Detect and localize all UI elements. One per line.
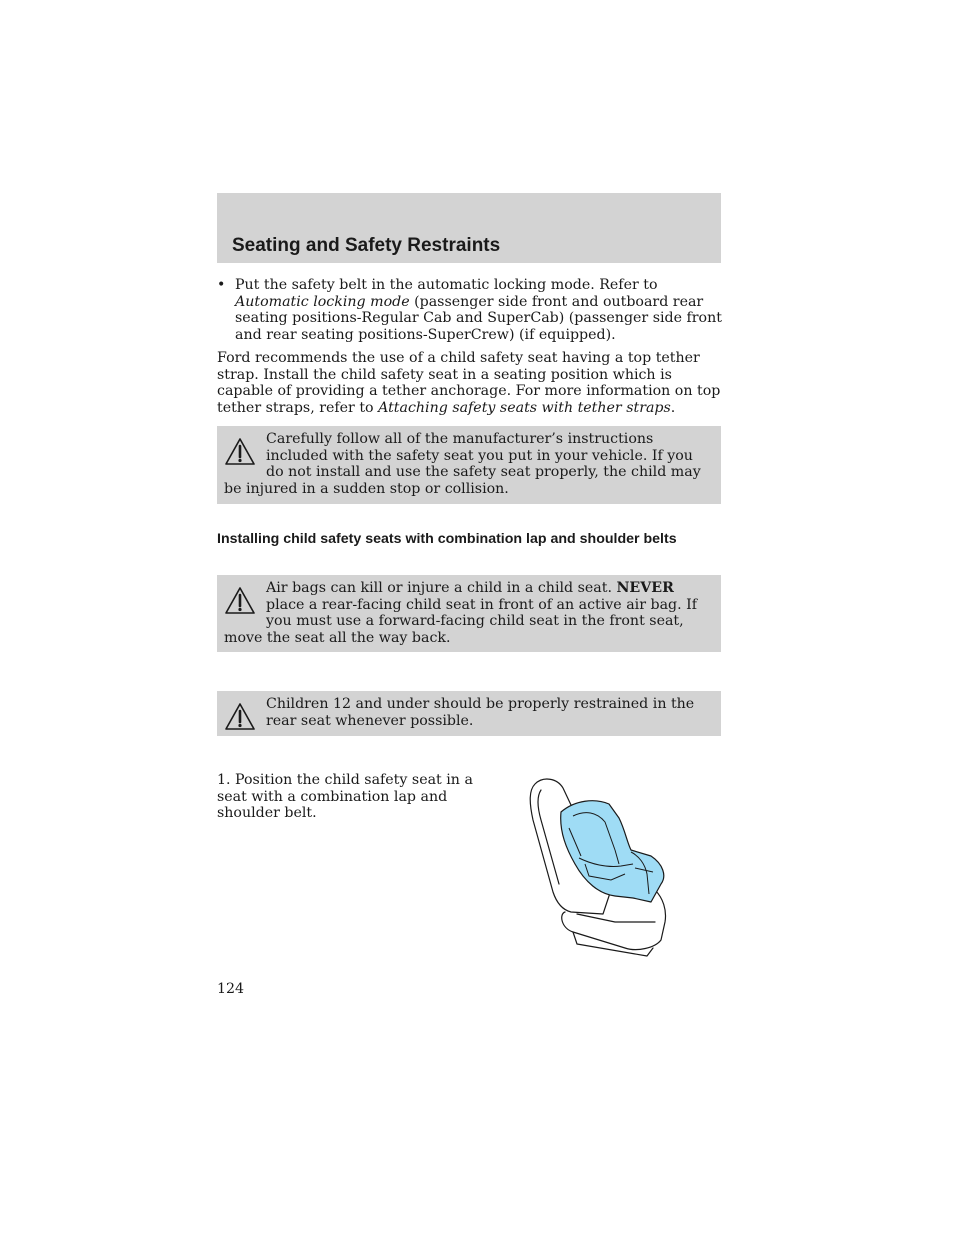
bullet-pre: Put the safety belt in the automatic locking mode. Refer to [235, 277, 658, 293]
bullet-post: (passenger side front and outboard rear seating positions-Regular Cab and SuperCab) (passenger side front and rear seating positions-SuperCrew) (if equipped). [235, 293, 722, 343]
tether-pre: Ford recommends the use of a child safety seat having a top tether strap. Install the child safety seat in a seating position which is capable of providing a tether anchorage. For more information on top tether straps, refer to [217, 350, 721, 416]
step-1-text: 1. Position the child safety seat in a seat with a combination lap and shoulder belt. [217, 772, 473, 821]
bullet-text [235, 277, 723, 343]
section-header [217, 193, 721, 263]
warning-text: Children 12 and under should be properly restrained in the rear seat whenever possible. [266, 696, 695, 729]
warning-emphasis: NEVER [616, 580, 674, 596]
tether-post: . [670, 399, 676, 416]
tether-paragraph [217, 350, 723, 416]
tether-reference: Attaching safety seats with tether straps [378, 399, 671, 416]
warning-box-instructions [217, 426, 721, 504]
child-seat-illustration [515, 772, 675, 957]
bullet-item [217, 277, 723, 343]
warning-triangle-icon [224, 702, 256, 732]
warning-post: place a rear-facing child seat in front of an active air bag. If you must use a forward-facing child seat in the front seat, move the seat all the way back. [224, 596, 697, 646]
warning-text [224, 580, 711, 646]
bullet-reference: Automatic locking mode [235, 293, 410, 310]
warning-text: Carefully follow all of the manufacturer’s instructions included with the safety seat you put in your vehicle. If you do not install and use the safety seat properly, the child may be injured in a sudden stop or collision. [224, 431, 701, 497]
section-title: Seating and Safety Restraints [232, 235, 501, 256]
page-number: 124 [217, 981, 245, 997]
warning-box-airbag [217, 575, 721, 652]
subheading: Installing child safety seats with combination lap and shoulder belts [217, 531, 677, 547]
warning-triangle-icon [224, 437, 256, 467]
warning-triangle-icon [224, 586, 256, 616]
warning-box-children [217, 691, 721, 736]
bullet-marker: • [217, 277, 226, 293]
warning-pre: Air bags can kill or injure a child in a child seat. [266, 580, 617, 596]
